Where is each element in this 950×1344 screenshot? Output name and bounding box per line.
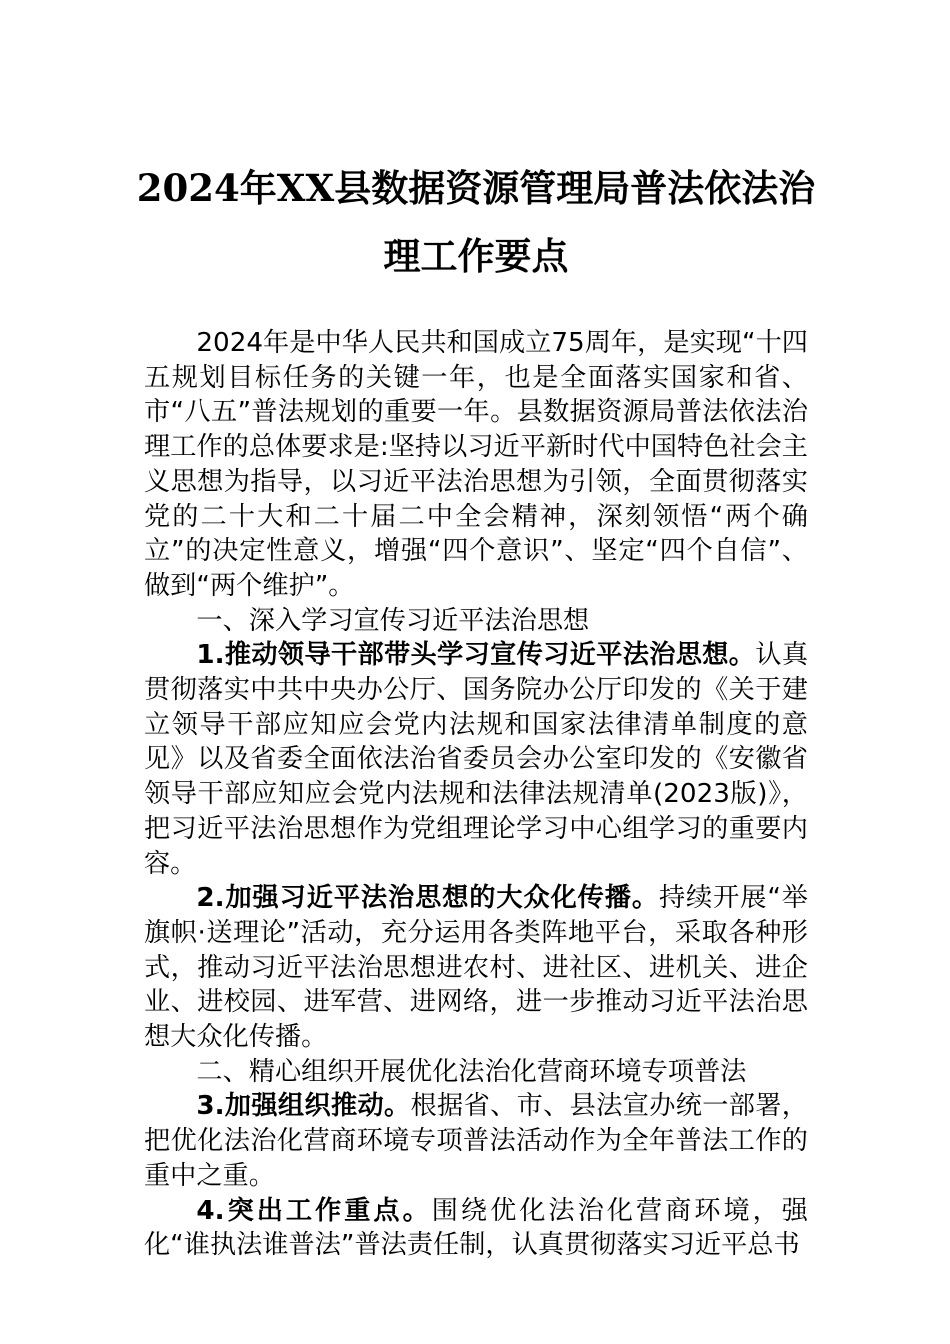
item-3-paragraph <box>144 1089 808 1193</box>
item-2-paragraph <box>144 881 808 1055</box>
item-2-text: 持续开展“举旗帜·送理论”活动，充分运用各类阵地平台，采取各种形式，推动习近平法治思想进农村、进社区、进机关、进企业、进校园、进军营、进网络，进一步推动习近平法治思想大众化传播。 <box>144 883 808 1053</box>
document-body <box>144 326 808 1263</box>
document-title-line2: 理工作要点 <box>383 234 569 278</box>
item-4-text: 围绕优化法治化营商环境，强化“谁执法谁普法”普法责任制，认真贯彻落实习近平总书 <box>144 1195 808 1261</box>
item-3-lead: 3.加强组织推动。 <box>196 1091 411 1122</box>
section-heading-1: 一、深入学习宣传习近平法治思想 <box>196 605 590 636</box>
intro-paragraph: 2024年是中华人民共和国成立75周年，是实现“十四五规划目标任务的关键一年，也是全面落实国家和省、市“八五”普法规划的重要一年。县数据资源局普法依法治理工作的总体要求是:坚持以习近平新时代中国特色社会主义思想为指导，以习近平法治思想为引领，全面贯彻落实党的二十大和二十届二中全会精神，深刻领悟“两个确立”的决定性意义，增强“四个意识”、坚定“四个自信”、做到“两个维护”。 <box>144 328 808 601</box>
item-4-paragraph <box>144 1194 808 1263</box>
section-heading-2: 二、精心组织开展优化法治化营商环境专项普法 <box>196 1056 747 1087</box>
item-2-lead: 2.加强习近平法治思想的大众化传播。 <box>196 883 659 914</box>
item-3-text: 根据省、市、县法宣办统一部署，把优化法治化营商环境专项普法活动作为全年普法工作的重中之重。 <box>144 1091 808 1191</box>
item-4-lead: 4.突出工作重点。 <box>196 1195 432 1226</box>
item-1-paragraph <box>144 638 808 881</box>
document-title-line1: 2024年XX县数据资源管理局普法依法治 <box>136 166 816 210</box>
item-1-lead: 1.推动领导干部带头学习宣传习近平法治思想。 <box>196 640 756 671</box>
item-1-text: 认真贯彻落实中共中央办公厅、国务院办公厅印发的《关于建立领导干部应知应会党内法规和国家法律清单制度的意见》以及省委全面依法治省委员会办公室印发的《安徽省领导干部应知应会党内法规和法律法规清单(2023版)》，把习近平法治思想作为党组理论学习中心组学习的重要内容。 <box>144 640 809 879</box>
